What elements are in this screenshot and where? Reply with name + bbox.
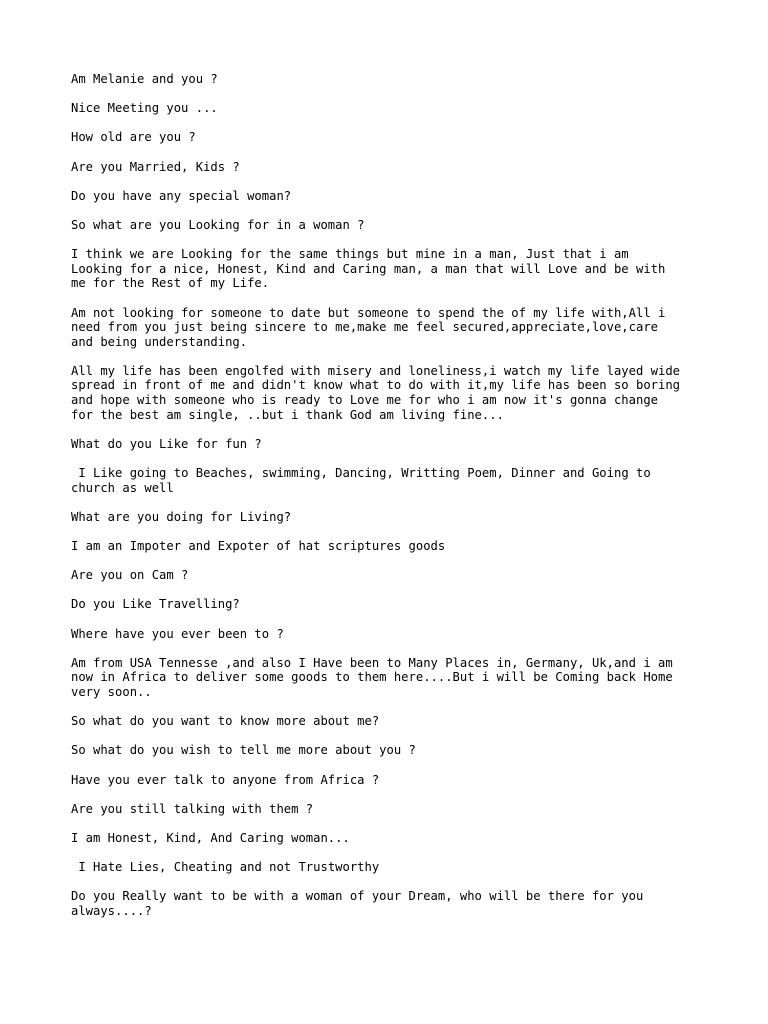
document-paragraph: What are you doing for Living? [71, 509, 292, 524]
document-paragraph: Am not looking for someone to date but someone to spend the of my life with,All i need from you just being sincere to me,make me feel secured,appreciate,love,care and being understanding. [71, 305, 666, 349]
document-paragraph: All my life has been engolfed with misery and loneliness,i watch my life layed wide spread in front of me and didn't know what to do with it,my life has been so boring and hope with someone who is ready to Love me for who i am now it's gonna change for the best am single, ..but i thank God am living fine... [71, 363, 681, 422]
document-paragraph: Where have you ever been to ? [71, 626, 284, 641]
document-paragraph: Do you Like Travelling? [71, 597, 240, 612]
document-paragraph: So what do you want to know more about me? [71, 714, 380, 729]
document-paragraph: I am an Impoter and Expoter of hat scriptures goods [71, 539, 446, 553]
document-paragraph: I think we are Looking for the same things but mine in a man, Just that i am Looking for a nice, Honest, Kind and Caring man, a man that will Love and be with me for the Rest of my Life. [71, 247, 666, 291]
document-paragraph: I Like going to Beaches, swimming, Dancing, Writting Poem, Dinner and Going to church as well [71, 466, 651, 495]
document-paragraph: Am Melanie and you ? [71, 72, 218, 86]
document-paragraph: Do you Really want to be with a woman of your Dream, who will be there for you always....? [71, 889, 644, 918]
document-paragraph: Do you have any special woman? [71, 188, 292, 203]
document-paragraph: So what do you wish to tell me more about you ? [71, 743, 416, 758]
document-paragraph: Are you on Cam ? [71, 568, 189, 583]
document-paragraph: Am from USA Tennesse ,and also I Have been to Many Places in, Germany, Uk,and i am now in Africa to deliver some goods to them here....But i will be Coming back Home very soon.. [71, 655, 673, 699]
document-page [71, 72, 707, 933]
document-paragraph: Have you ever talk to anyone from Africa ? [71, 772, 380, 787]
document-paragraph: So what are you Looking for in a woman ? [71, 217, 365, 232]
document-paragraph: I am Honest, Kind, And Caring woman... [71, 830, 350, 845]
document-paragraph: What do you Like for fun ? [71, 436, 262, 451]
document-paragraph: Are you Married, Kids ? [71, 159, 240, 174]
document-paragraph: Nice Meeting you ... [71, 101, 218, 116]
document-paragraph: How old are you ? [71, 130, 196, 145]
document-paragraph: Are you still talking with them ? [71, 801, 314, 816]
document-paragraph: I Hate Lies, Cheating and not Trustworthy [71, 860, 380, 875]
